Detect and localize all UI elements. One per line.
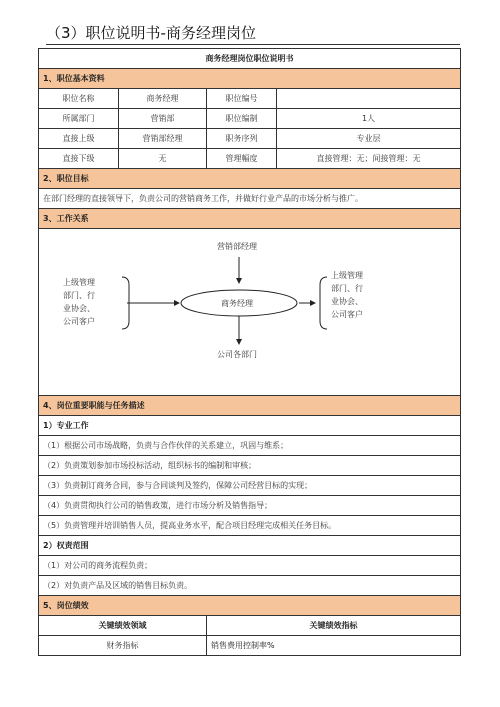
heading-underline xyxy=(46,44,460,45)
responsibility-item: （2）对负责产品及区域的销售目标负责。 xyxy=(39,576,461,596)
label-direct-subordinate: 直接下级 xyxy=(39,149,119,169)
table-row xyxy=(39,89,461,109)
node-business-manager: 商务经理 xyxy=(221,299,253,308)
kpi-area-value: 财务指标 xyxy=(39,636,207,656)
job-description-table xyxy=(38,48,461,656)
subsection-professional-work: 1）专业工作 xyxy=(39,416,461,436)
duty-item: （5）负责管理并培训销售人员，提高业务水平，配合项目经理完成相关任务目标。 xyxy=(39,516,461,536)
table-row xyxy=(39,109,461,129)
node-company-departments: 公司各部门 xyxy=(217,350,257,359)
section-objective-header: 2、职位目标 xyxy=(39,169,461,189)
label-management-span: 管理幅度 xyxy=(207,149,277,169)
kpi-area-header: 关键绩效领域 xyxy=(39,616,207,636)
label-direct-superior: 直接上级 xyxy=(39,129,119,149)
label-position-code: 职位编号 xyxy=(207,89,277,109)
objective-text: 在部门经理的直接领导下，负责公司的营销商务工作，并做好行业产品的市场分析与推广。 xyxy=(39,189,461,209)
duty-item: （4）负责贯彻执行公司的销售政策，进行市场分析及销售指导； xyxy=(39,496,461,516)
left-party-line: 上级管理 xyxy=(63,278,95,287)
value-direct-subordinate: 无 xyxy=(119,149,207,169)
section-basic-info-header: 1、职位基本资料 xyxy=(39,69,461,89)
relations-diagram-cell xyxy=(39,229,461,396)
label-job-sequence: 职务序列 xyxy=(207,129,277,149)
right-party-line: 业协会、 xyxy=(331,297,363,306)
label-headcount: 职位编制 xyxy=(207,109,277,129)
relations-diagram xyxy=(43,229,461,395)
document-heading: （3）职位说明书-商务经理岗位 xyxy=(46,24,256,42)
duty-item: （3）负责制订商务合同，参与合同谈判及签约，保障公司经营目标的实现； xyxy=(39,476,461,496)
table-row xyxy=(39,129,461,149)
duty-item: （2）负责策划参加市场投标活动，组织标书的编制和审核； xyxy=(39,456,461,476)
responsibility-item: （1）对公司的商务流程负责； xyxy=(39,556,461,576)
label-position-name: 职位名称 xyxy=(39,89,119,109)
left-party-line: 部门、行 xyxy=(63,291,95,300)
value-department: 营销部 xyxy=(119,109,207,129)
label-department: 所属部门 xyxy=(39,109,119,129)
right-parties xyxy=(331,269,363,321)
left-party-line: 业协会、 xyxy=(63,304,95,313)
section-duties-header: 4、岗位重要职能与任务描述 xyxy=(39,396,461,416)
table-row xyxy=(39,149,461,169)
kpi-indicator-value: 销售费用控制率% xyxy=(207,636,461,656)
table-row xyxy=(39,616,461,636)
value-job-sequence: 专业层 xyxy=(277,129,461,149)
section-performance-header: 5、岗位绩效 xyxy=(39,596,461,616)
value-direct-superior: 营销部经理 xyxy=(119,129,207,149)
subsection-responsibility-scope: 2）权责范围 xyxy=(39,536,461,556)
right-party-line: 上级管理 xyxy=(331,271,363,280)
duty-item: （1）根据公司市场战略，负责与合作伙伴的关系建立，巩固与维系； xyxy=(39,436,461,456)
right-brace xyxy=(320,277,327,329)
relations-diagram-lines xyxy=(43,229,461,395)
kpi-indicator-header: 关键绩效指标 xyxy=(207,616,461,636)
table-title: 商务经理岗位职位说明书 xyxy=(39,49,461,69)
left-party-line: 公司客户 xyxy=(63,317,95,326)
table-row xyxy=(39,636,461,656)
value-headcount: 1人 xyxy=(277,109,461,129)
node-marketing-manager: 营销部经理 xyxy=(217,242,257,251)
section-relations-header: 3、工作关系 xyxy=(39,209,461,229)
right-party-line: 公司客户 xyxy=(331,310,363,319)
right-party-line: 部门、行 xyxy=(331,284,363,293)
value-position-name: 商务经理 xyxy=(119,89,207,109)
value-management-span: 直接管理：无；间接管理：无 xyxy=(277,149,461,169)
value-position-code xyxy=(277,89,461,109)
left-parties xyxy=(63,276,95,328)
